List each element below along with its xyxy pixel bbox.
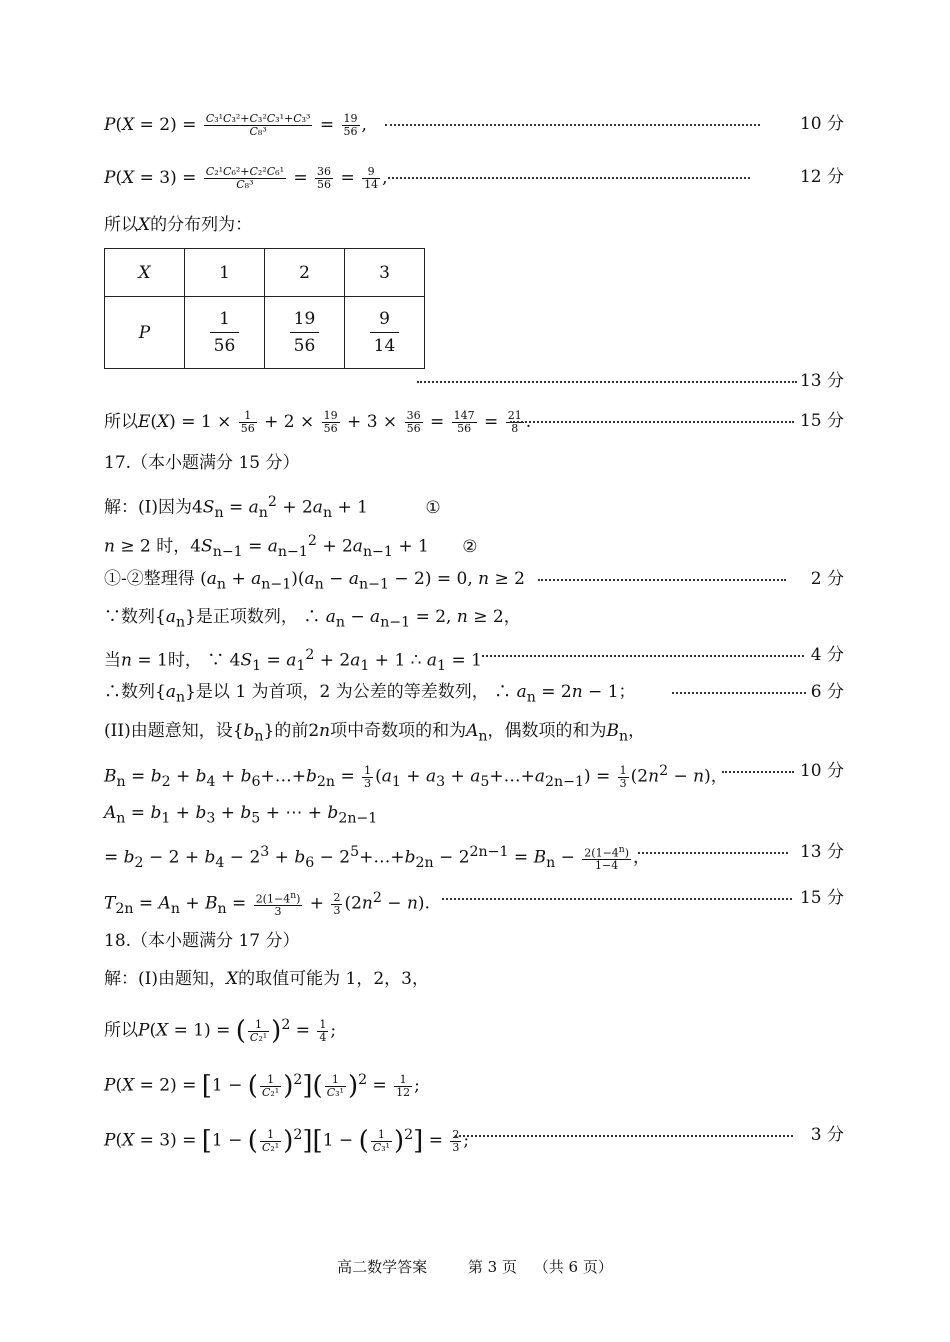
score-15b: 15 分: [799, 888, 844, 908]
score-13b: 13 分: [799, 842, 844, 862]
expectation-line: 所以E(X) = 1 × $\frac{1}{56}$ + 2 × $\frac{19}{56}$ + 3 × $\frac{36}{56}$ = $\frac{147}{56}$ = $\frac{21}{8}$ .: [104, 409, 532, 435]
q17-an-expand: = $b_2 - 2 + b_4 - 2^3 + b_6$ − $2^5+\dots+b_{2n} - 2^{2n-1} = B_n$ − $\frac{2(1-4^n)}{1-4}$ ，: [104, 843, 650, 873]
q17-t2n: $T_{2n} = A_n + B_n$ = $\frac{2(1-4^n)}{3}$ + $\frac{2}{3}$ $(2n^2 - n)$.: [104, 889, 430, 919]
leader-dots: [482, 655, 804, 657]
table-cell: $\frac{19}{56}$: [265, 297, 345, 369]
footer-title: 高二数学答案: [337, 1258, 428, 1276]
table-header-cell: 3: [345, 249, 425, 297]
q17-eq2: n ≥ 2 时，$4S_{n-1} = a_{n-1}^2 + 2a_{n-1} + 1$ ②: [104, 533, 478, 561]
q17-step2: ∵数列$\{a_n\}$是正项数列， ∴ $a_n - a_{n-1} = 2$, n ≥ 2，: [104, 607, 521, 631]
table-header-cell: 2: [265, 249, 345, 297]
score-3: 3 分: [810, 1125, 844, 1145]
leader-dots: [385, 124, 760, 126]
q18-title: 18.（本小题满分 17 分）: [104, 931, 300, 951]
footer-total: （共 6 页）: [533, 1258, 613, 1276]
q17-step3: 当n = 1时， ∵ $4S_1 = a_1^2 + 2a_1 + 1$ ∴ $a_1 = 1$: [104, 647, 482, 675]
prob-x3-line: P(X = 3) = $\frac{\text{C₂¹C₆²+C₂²C₆¹}}{\text{C₈³}}$ = $\frac{36}{56}$ = $\frac{9}{14}$ ,: [104, 165, 388, 191]
q18-px2: P(X = 2) = [1 − ( $\frac{1}{\text{C₂¹}}$ )$^2$]( $\frac{1}{\text{C₃¹}}$ )$^2$ = $\frac{1}{12}$ ;: [104, 1071, 420, 1102]
leader-dots: [510, 421, 794, 423]
leader-dots: [538, 579, 786, 581]
score-13: 13 分: [799, 371, 844, 391]
score-6: 6 分: [810, 682, 844, 702]
leader-dots: [417, 381, 797, 383]
q17-step1: ①-②整理得 $(a_n + a_{n-1})(a_n - a_{n-1} - 2) = 0$, n ≥ 2: [104, 569, 525, 593]
leader-dots: [672, 692, 806, 694]
score-2: 2 分: [810, 569, 844, 589]
footer-page: 第 3 页: [467, 1258, 517, 1276]
q17-an: $A_n = b_1 + b_3 + b_5$ + ⋯ + $b_{2n-1}$: [104, 803, 378, 827]
score-10: 10 分: [799, 114, 844, 134]
score-15: 15 分: [799, 411, 844, 431]
score-12: 12 分: [799, 167, 844, 187]
q18-px1: 所以P(X = 1) = ( $\frac{1}{\text{C₂¹}}$ )$^2$ = $\frac{1}{4}$ ;: [104, 1016, 337, 1047]
q18-intro: 解：(I)由题知，X的取值可能为 1，2，3，: [104, 969, 429, 989]
q17-eq1: 解：(I)因为$4S_n = a_n^2 + 2a_n + 1$ ①: [104, 494, 441, 522]
table-header-cell: 1: [185, 249, 265, 297]
q17-step4: ∴数列$\{a_n\}$是以 1 为首项，2 为公差的等差数列， ∴ $a_n = 2n - 1$；: [104, 682, 636, 706]
leader-dots: [388, 177, 750, 179]
score-10b: 10 分: [799, 761, 844, 781]
table-row-label: P: [105, 297, 185, 369]
leader-dots: [455, 1135, 793, 1137]
table-cell: $\frac{9}{14}$: [345, 297, 425, 369]
q18-px3: P(X = 3) = [1 − ( $\frac{1}{\text{C₂¹}}$ )$^2$][1 − ( $\frac{1}{\text{C₃¹}}$ )$^2$] = $\frac{2}{3}$ ;: [104, 1126, 470, 1157]
leader-dots: [442, 898, 792, 900]
score-4: 4 分: [810, 645, 844, 665]
q17-part2: (II)由题意知，设$\{b_n\}$的前2n项中奇数项的和为$A_n$，偶数项的和为$B_n$，: [104, 721, 646, 745]
q17-title: 17.（本小题满分 15 分）: [104, 453, 300, 473]
table-header-cell: X: [105, 249, 185, 297]
table-cell: $\frac{1}{56}$: [185, 297, 265, 369]
dist-intro: 所以X的分布列为：: [104, 215, 253, 235]
prob-x2-line: P(X = 2) = $\frac{\text{C₃¹C₃²+C₃²C₃¹+C₃³}}{\text{C₈³}}$ = $\frac{19}{56}$ ,: [104, 112, 367, 138]
q17-bn: $B_n = b_2 + b_4$ + $b_6+\dots+b_{2n}$ = $\frac{1}{3}$ ($a_1 + a_3$ + $a_5+\dots+a_{2n-1}$) = $\frac{1}{3}$ $(2n^2 - n)$，: [104, 763, 728, 791]
leader-dots: [722, 771, 794, 773]
page-footer: [0, 1256, 950, 1277]
distribution-table: [104, 248, 425, 369]
leader-dots: [638, 852, 788, 854]
